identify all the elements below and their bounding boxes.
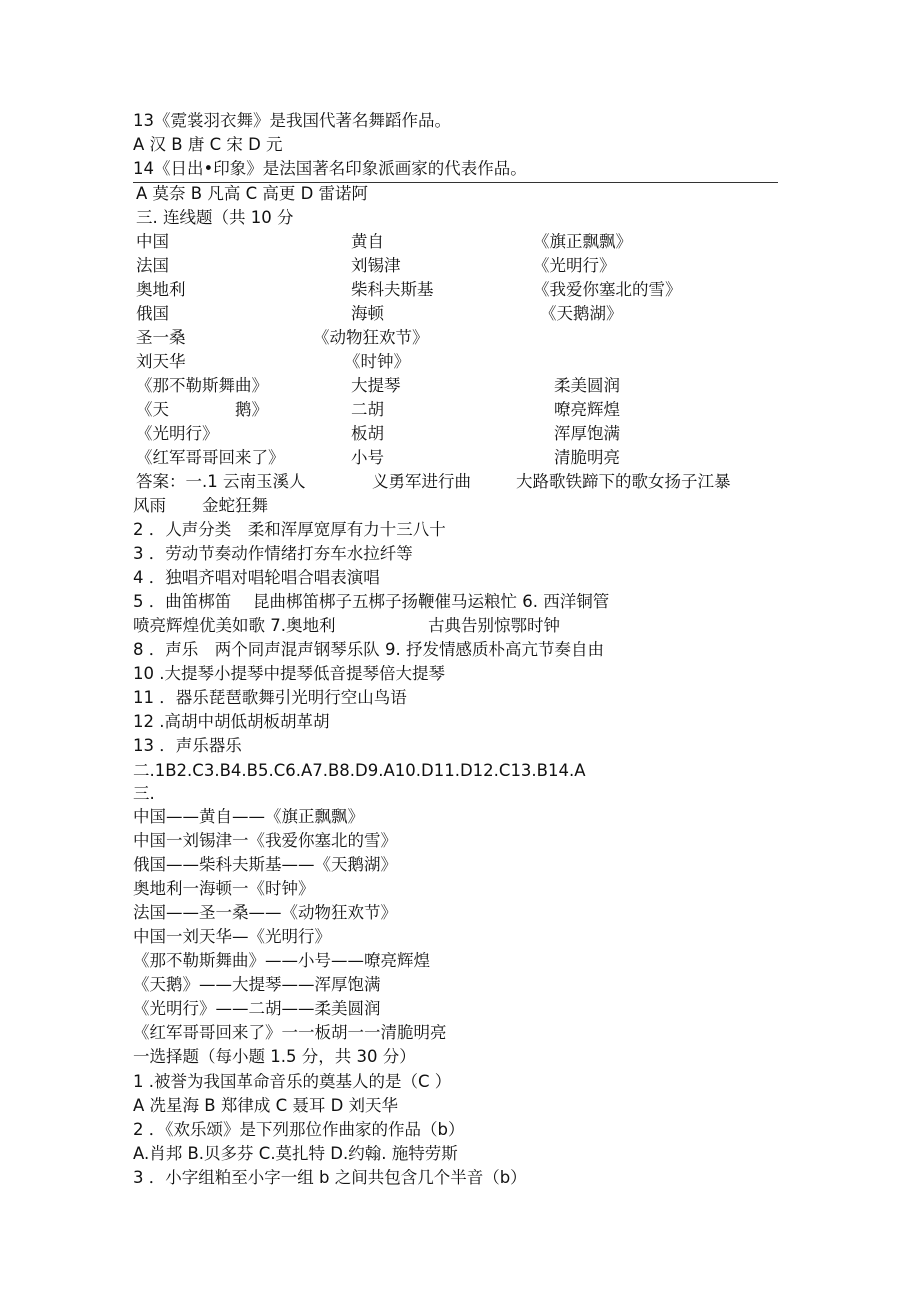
match-right-cell: 《旗正飘飘》 xyxy=(533,232,632,251)
section3-title: 三. 连线题（共 10 分 xyxy=(136,208,294,227)
match-left-cell: 刘天华 xyxy=(136,352,186,371)
match-timbre-cell: 清脆明亮 xyxy=(554,448,620,467)
answer-line: 义勇军进行曲 xyxy=(372,472,471,491)
match-left-cell: 奥地利 xyxy=(136,280,186,299)
answer-match-line: 《光明行》——二胡——柔美圆润 xyxy=(133,999,381,1018)
answer-line: 11 ．器乐琵琶歌舞引光明行空山鸟语 xyxy=(133,688,407,707)
answer-line: 5 ．曲笛梆笛 昆曲梆笛梆子五梆子扬鞭催马运粮忙 6. 西洋铜管 xyxy=(133,592,610,611)
match-mid-cell: 《时钟》 xyxy=(344,352,410,371)
q13-stem: 13《霓裳羽衣舞》是我国代著名舞蹈作品。 xyxy=(133,111,451,130)
match-instrument-cell: 二胡 xyxy=(351,400,384,419)
section1-title: 一选择题（每小题 1.5 分，共 30 分） xyxy=(133,1047,416,1066)
answer-line: 2 ．人声分类 柔和浑厚宽厚有力十三八十 xyxy=(133,520,446,539)
answer-match-line: 奥地利一海顿一《时钟》 xyxy=(133,879,315,898)
answer-line: 3 ．劳动节奏动作情绪打夯车水拉纤等 xyxy=(133,544,413,563)
answer-line: 大路歌铁蹄下的歌女扬子江暴 xyxy=(516,472,731,491)
answer-line: 10 .大提琴小提琴中提琴低音提琴倍大提琴 xyxy=(133,664,445,683)
match-mid-cell: 黄自 xyxy=(351,232,384,251)
question-options: A.肖邦 B.贝多芬 C.莫扎特 D.约翰. 施特劳斯 xyxy=(133,1144,458,1163)
match-mid-cell: 柴科夫斯基 xyxy=(351,280,434,299)
match-right-cell: 《光明行》 xyxy=(533,256,616,275)
answer-line: 古典告别惊鄂时钟 xyxy=(428,616,560,635)
match-right-cell: 《我爱你塞北的雪》 xyxy=(533,280,682,299)
question-options: A 冼星海 B 郑律成 C 聂耳 D 刘天华 xyxy=(133,1096,399,1115)
match-instrument-cell: 小号 xyxy=(351,448,384,467)
answer-match-line: 中国一刘天华—《光明行》 xyxy=(133,927,331,946)
question-line: 3 ．小字组粕至小字一组 b 之间共包含几个半音（b） xyxy=(133,1168,527,1187)
match-timbre-cell: 嘹亮辉煌 xyxy=(554,400,620,419)
answer-line: 答案：一.1 云南玉溪人 xyxy=(136,472,306,491)
answer-line: 4 ．独唱齐唱对唱轮唱合唱表演唱 xyxy=(133,568,380,587)
match-mid-cell: 《动物狂欢节》 xyxy=(313,328,429,347)
match-left-cell: 圣一桑 xyxy=(136,328,186,347)
q13-options: A 汉 B 唐 C 宋 D 元 xyxy=(133,135,283,154)
match-piece-cell: 《红军哥哥回来了》 xyxy=(136,448,285,467)
match-piece-cell: 《那不勒斯舞曲》 xyxy=(136,376,268,395)
answer-line: 喷亮辉煌优美如歌 7.奥地利 xyxy=(133,616,336,635)
answer-line: 金蛇狂舞 xyxy=(202,496,268,515)
match-instrument-cell: 大提琴 xyxy=(351,376,401,395)
answer-line: 风雨 xyxy=(133,496,166,515)
answer-line: 8 ．声乐 两个同声混声钢琴乐队 9. 抒发情感质朴高亢节奏自由 xyxy=(133,640,604,659)
question-line: 1 .被誉为我国革命音乐的奠基人的是（C ） xyxy=(133,1072,452,1091)
match-instrument-cell: 板胡 xyxy=(351,424,384,443)
answer-match-line: 中国——黄自——《旗正飘飘》 xyxy=(133,807,364,826)
match-left-cell: 中国 xyxy=(136,232,169,251)
match-timbre-cell: 柔美圆润 xyxy=(554,376,620,395)
match-mid-cell: 刘锡津 xyxy=(351,256,401,275)
answer-match-line: 俄国——柴科夫斯基——《天鹅湖》 xyxy=(133,855,397,874)
answer-match-line: 《天鹅》——大提琴——浑厚饱满 xyxy=(133,975,381,994)
answer-line: 三. xyxy=(133,784,155,803)
answer-line: 13 ．声乐器乐 xyxy=(133,736,242,755)
answer-match-line: 《红军哥哥回来了》一一板胡一一清脆明亮 xyxy=(133,1023,447,1042)
match-timbre-cell: 浑厚饱满 xyxy=(554,424,620,443)
q14-options: A 莫奈 B 凡高 C 高更 D 雷诺阿 xyxy=(136,184,369,203)
answer-line: 12 .高胡中胡低胡板胡革胡 xyxy=(133,712,330,731)
answer-match-line: 中国一刘锡津一《我爱你塞北的雪》 xyxy=(133,831,397,850)
answer-match-line: 法国——圣一桑——《动物狂欢节》 xyxy=(133,903,397,922)
match-left-cell: 法国 xyxy=(136,256,169,275)
answer-key-choice: 二.1B2.C3.B4.B5.C6.A7.B8.D9.A10.D11.D12.C13.B14.A xyxy=(133,761,586,780)
match-right-cell: 《天鹅湖》 xyxy=(540,304,623,323)
answer-match-line: 《那不勒斯舞曲》——小号——嘹亮辉煌 xyxy=(133,951,430,970)
match-piece-cell: 《光明行》 xyxy=(136,424,219,443)
match-left-cell: 俄国 xyxy=(136,304,169,323)
q14-stem: 14《日出•印象》是法国著名印象派画家的代表作品。 xyxy=(133,159,527,178)
question-line: 2 ．《欢乐颂》是下列那位作曲家的作品（b） xyxy=(133,1120,465,1139)
match-mid-cell: 海顿 xyxy=(351,304,384,323)
match-piece-cell: 《天 鹅》 xyxy=(136,400,268,419)
